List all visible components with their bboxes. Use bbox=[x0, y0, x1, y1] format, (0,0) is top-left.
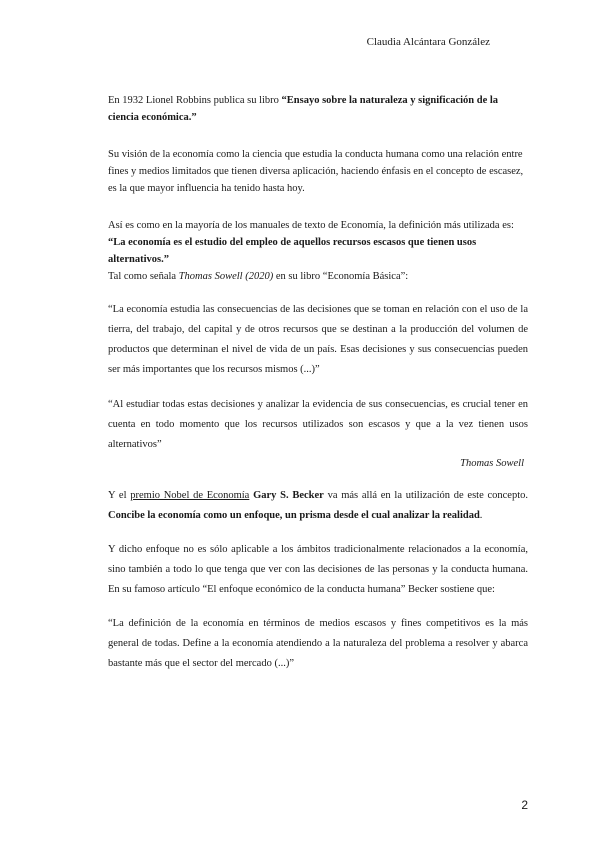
nobel-prize-link[interactable]: premio Nobel de Economía bbox=[130, 490, 250, 501]
becker-name: Gary S. Becker bbox=[253, 490, 324, 501]
paragraph-robbins-text: En 1932 Lionel Robbins publica su libro bbox=[108, 95, 282, 106]
document-body bbox=[108, 92, 528, 674]
paragraph-enfoque: Y dicho enfoque no es sólo aplicable a los ámbitos tradicionalmente relacionados a la economía, sino también a todo lo que tenga que ver con las decisiones de las personas y la conducta humana. En su famoso artículo “El enfoque económico de la conducta humana” Becker sostiene que: bbox=[108, 544, 528, 595]
quote-sowell-2: “Al estudiar todas estas decisiones y analizar la evidencia de sus consecuencias, es crucial tener en cuenta en todo momento que los recursos utilizados son escasos y que a la vez tienen usos alternativos” bbox=[108, 399, 528, 450]
quote-becker: “La definición de la economía en términos de medios escasos y fines competitivos es la más general de todas. Define a la economía atendiendo a la naturaleza del problema a resolver y abarca bastante más que el sector del mercado (...)” bbox=[108, 618, 528, 669]
author-header: Claudia Alcántara González bbox=[366, 36, 490, 48]
book-title-robbins: “Ensayo sobre la naturaleza y significación de la ciencia económica.” bbox=[108, 95, 499, 123]
paragraph-vision: Su visión de la economía como la ciencia que estudia la conducta humana como una relación entre fines y medios limitados que tienen diversa aplicación, haciendo énfasis en el concepto de escasez, es la que mayor influencia ha tenido hasta hoy. bbox=[108, 149, 524, 194]
paragraph-definition-text: Así es como en la mayoría de los manuales de texto de Economía, la definición más utilizada es: bbox=[108, 220, 514, 231]
quote-signature: Thomas Sowell bbox=[460, 458, 524, 469]
sowell-citation: Thomas Sowell (2020) bbox=[178, 271, 274, 282]
becker-mid: va más allá en la utilización de este concepto. bbox=[323, 490, 529, 501]
paragraph-sowell-intro bbox=[108, 268, 528, 285]
sowell-intro-post: en su libro “Economía Básica”: bbox=[273, 271, 409, 282]
becker-pre: Y el bbox=[108, 490, 131, 501]
page-number: 2 bbox=[521, 798, 528, 812]
definition-quote: “La economía es el estudio del empleo de aquellos recursos escasos que tienen usos alternativos.” bbox=[108, 237, 477, 265]
becker-end: . bbox=[479, 510, 483, 521]
quote-sowell-1: “La economía estudia las consecuencias de las decisiones que se toman en relación con el uso de la tierra, del trabajo, del capital y de otros recursos que se destinan a la producción del volumen de productos que determinan el nivel de vida de un país. Esas decisiones y sus consecuencias pueden ser más importantes que los recursos mismos (...)” bbox=[108, 304, 528, 375]
paragraph-robbins bbox=[108, 92, 528, 126]
paragraph-definition bbox=[108, 217, 528, 268]
sowell-intro-pre: Tal como señala bbox=[108, 271, 179, 282]
paragraph-becker bbox=[108, 486, 528, 526]
becker-concept: Concibe la economía como un enfoque, un prisma desde el cual analizar la realidad bbox=[108, 510, 480, 521]
